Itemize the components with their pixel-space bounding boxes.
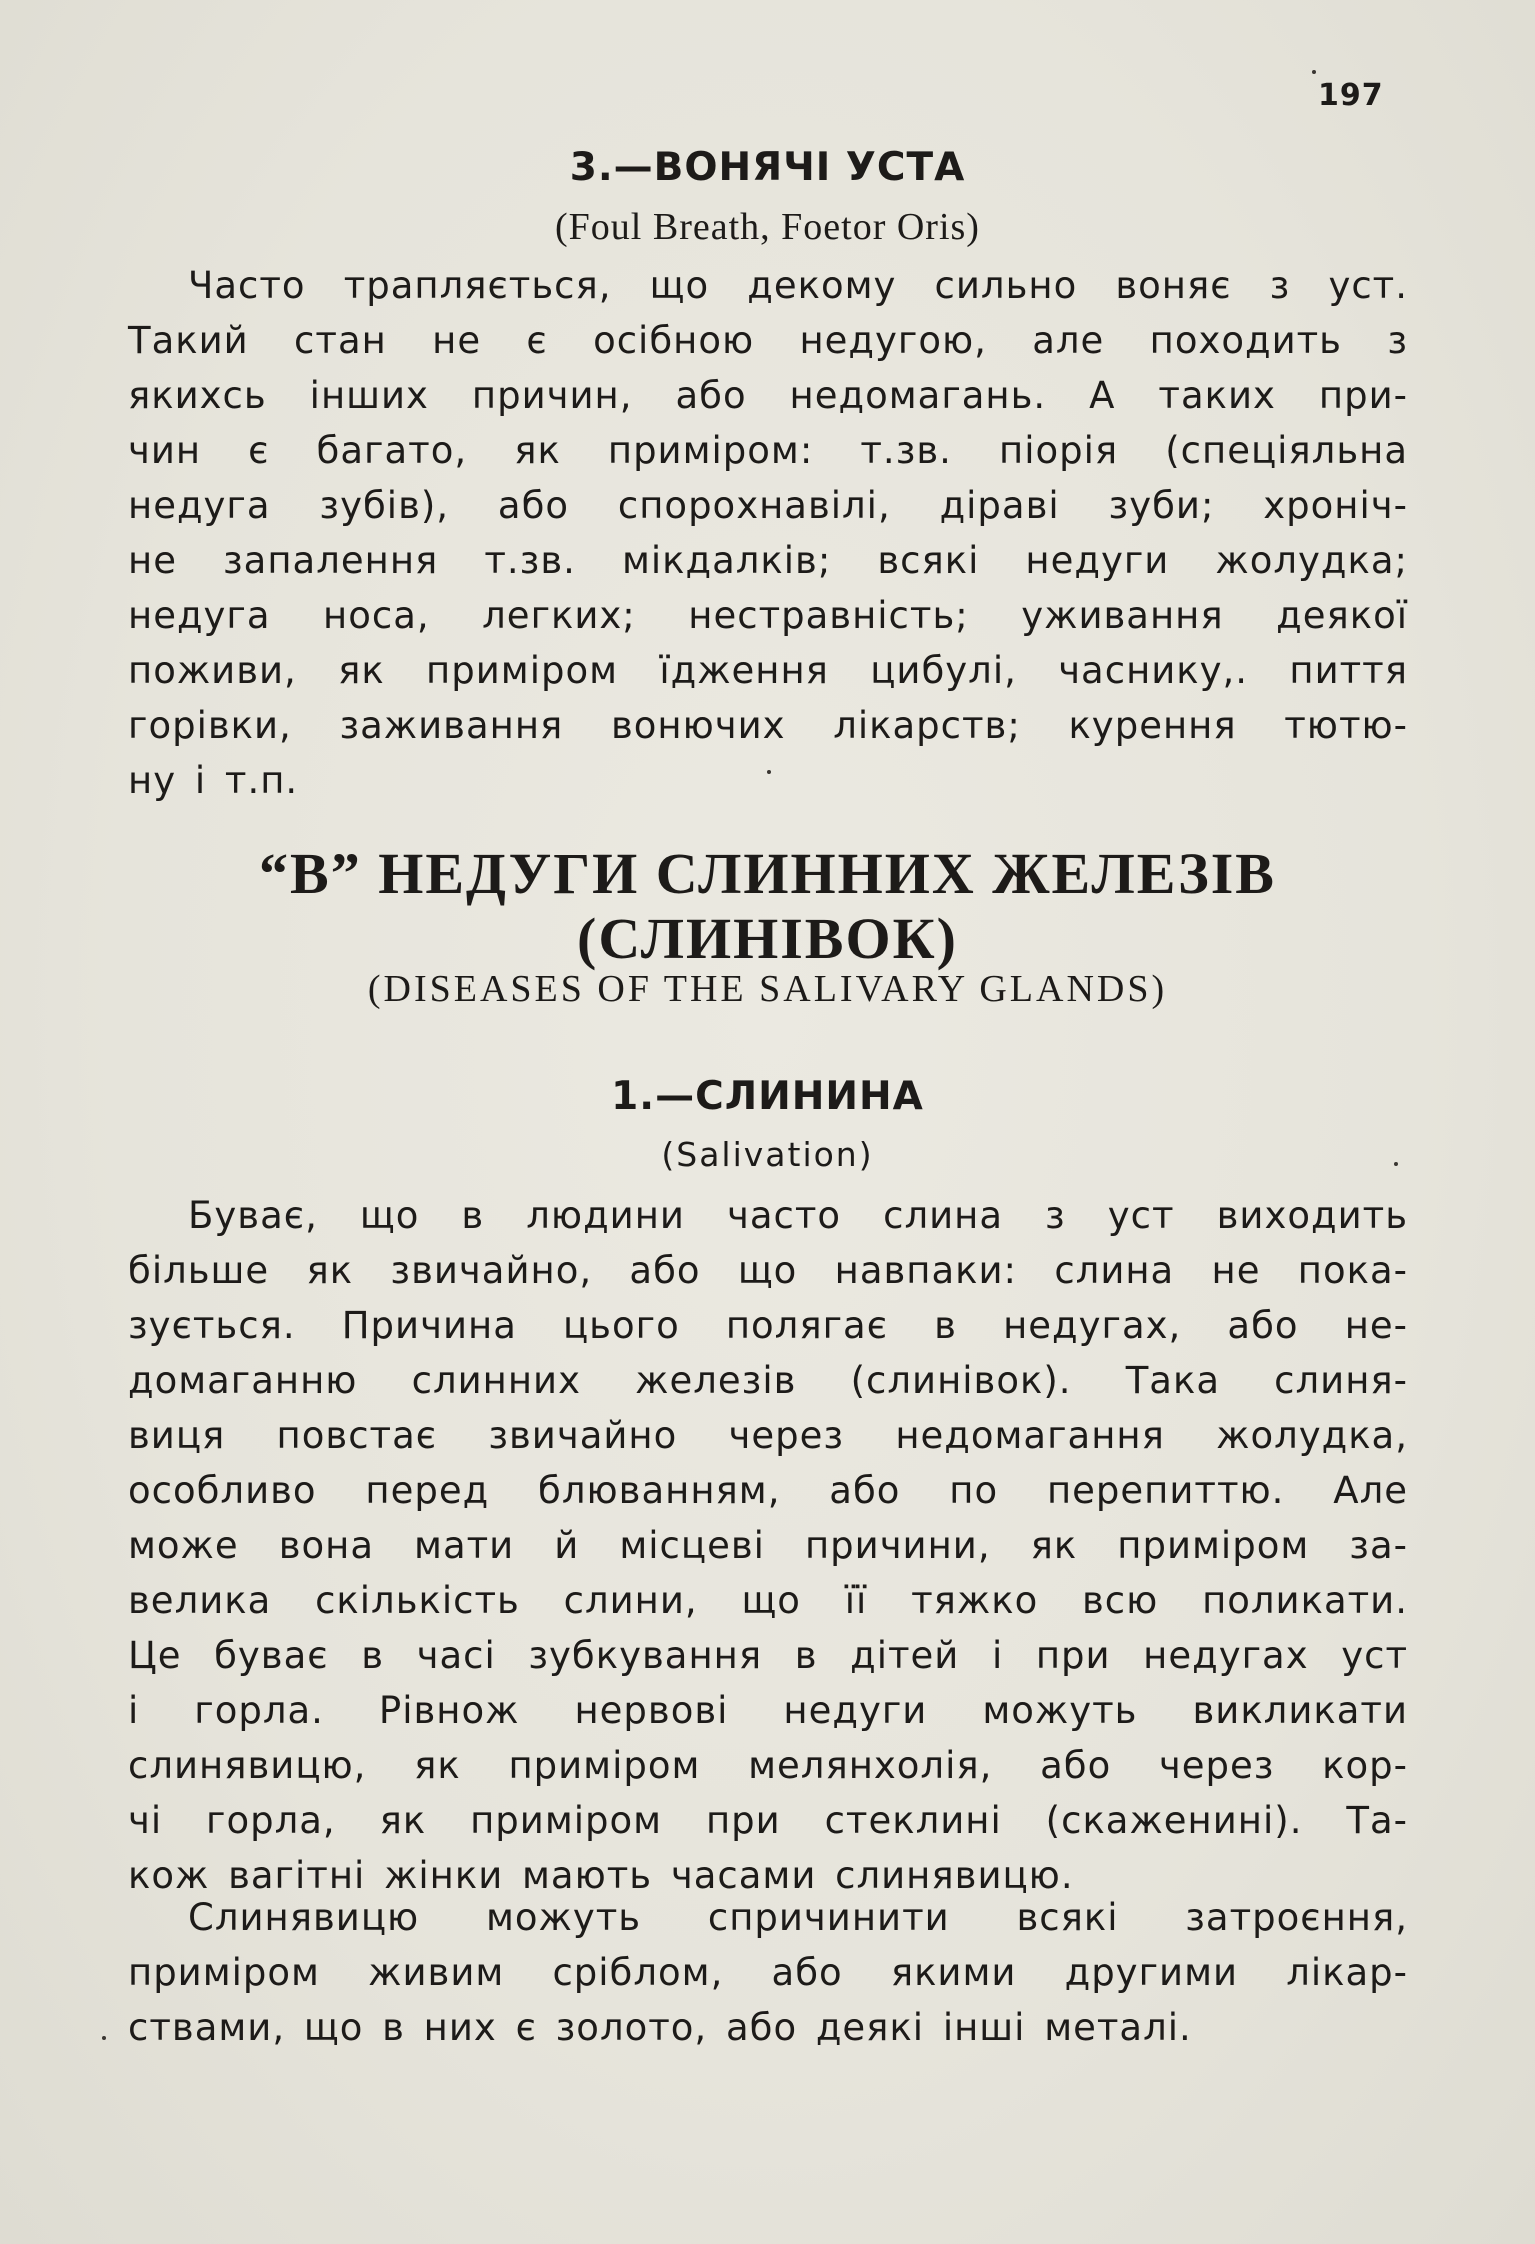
page-number: 197 [1318, 78, 1384, 113]
text-line: не запалення т.зв. мікдалків; всякі недуги жолудка; [128, 539, 1408, 582]
text-line: особливо перед блюванням, або по перепиттю. Але [128, 1469, 1408, 1512]
text-line: ну і т.п. [128, 759, 299, 802]
text-line: кож вагітні жінки мають часами слинявицю. [128, 1854, 1074, 1897]
text-line: поживи, як приміром їдження цибулі, часнику,. пиття [128, 649, 1408, 692]
text-line: чин є багато, як приміром: т.зв. піорія (спеціяльна [128, 429, 1408, 472]
print-speck [1312, 70, 1316, 74]
text-line: виця повстає звичайно через недомагання жолудка, [128, 1414, 1408, 1457]
paragraph-foul-breath [128, 258, 1408, 808]
paragraph-salivation-1 [128, 1188, 1408, 1903]
text-line: домаганню слинних железів (слинівок). Така слиня- [128, 1359, 1408, 1402]
text-line: недуга носа, легких; нестравність; уживання деякої [128, 594, 1408, 637]
text-line: Це буває в часі зубкування в дітей і при недугах уст [128, 1634, 1408, 1677]
section-latin-subtitle-salivation: (Salivation) [661, 1135, 874, 1174]
text-line: більше як звичайно, або що навпаки: слина не пока- [128, 1249, 1408, 1292]
text-line: Часто трапляється, що декому сильно воняє з уст. [188, 264, 1408, 307]
paragraph-salivation-2 [128, 1890, 1408, 2055]
text-line: горівки, заживання вонючих лікарств; курення тютю- [128, 704, 1408, 747]
section-latin-subtitle-foul-breath: (Foul Breath, Foetor Oris) [555, 206, 980, 248]
text-line: велика скількість слини, що її тяжко всю поликати. [128, 1579, 1408, 1622]
section-title-foul-breath: 3.—ВОНЯЧІ УСТА [569, 145, 966, 190]
section-title-salivation: 1.—СЛИНИНА [611, 1074, 924, 1119]
text-line: приміром живим сріблом, або якими другими лікар- [128, 1951, 1408, 1994]
text-line: і горла. Рівнож нервові недуги можуть викликати [128, 1689, 1408, 1732]
text-line: Буває, що в людини часто слина з уст виходить [188, 1194, 1408, 1237]
chapter-title-line-2: (СЛИНІВОК) [577, 906, 958, 971]
text-line: ствами, що в них є золото, або деякі інші металі. [128, 2006, 1192, 2049]
text-line: зується. Причина цього полягає в недугах, або не- [128, 1304, 1408, 1347]
chapter-latin-subtitle: (DISEASES OF THE SALIVARY GLANDS) [367, 968, 1168, 1010]
text-line: слинявицю, як приміром мелянхолія, або через кор- [128, 1744, 1408, 1787]
text-line: Слинявицю можуть спричинити всякі затроєння, [188, 1896, 1408, 1939]
print-speck [102, 2036, 106, 2040]
text-line: Такий стан не є осібною недугою, але походить з [128, 319, 1408, 362]
text-line: якихсь інших причин, або недомагань. А таких при- [128, 374, 1408, 417]
text-line: недуга зубів), або спорохнавілі, діраві зуби; хроніч- [128, 484, 1408, 527]
text-line: може вона мати й місцеві причини, як приміром за- [128, 1524, 1408, 1567]
text-line: чі горла, як приміром при стеклині (скаженині). Та- [128, 1799, 1408, 1842]
chapter-title-line-1: “В” НЕДУГИ СЛИННИХ ЖЕЛЕЗІВ [259, 841, 1276, 906]
